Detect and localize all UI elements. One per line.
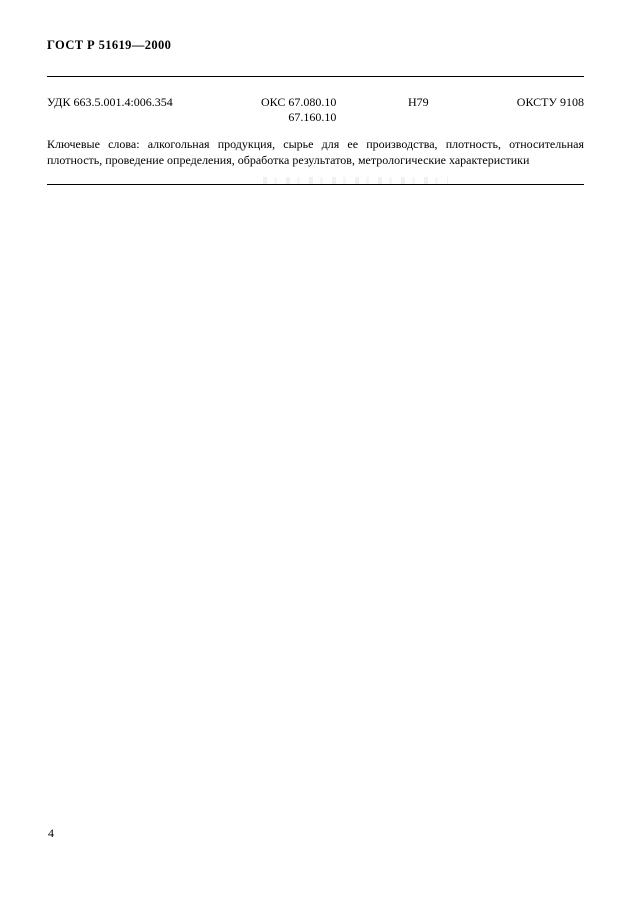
classification-row [47,95,584,125]
okstu-code: ОКСТУ 9108 [516,95,584,109]
oks-label: ОКС [261,95,289,109]
top-divider [47,76,584,77]
page-title: ГОСТ Р 51619—2000 [47,38,172,52]
keywords-paragraph: Ключевые слова: алкогольная продукция, сырье для ее производства, плотность, относительная плотность, проведение определения, обработка результатов, метрологические характеристики [47,137,584,167]
udk-code: УДК 663.5.001.4:006.354 [47,95,173,109]
oks-code-block [261,95,336,125]
faded-print-artifact [263,177,448,184]
oks-code-1: 67.080.10 [288,95,337,109]
oks-code-2: 67.160.10 [288,110,337,124]
page-number: 4 [48,826,54,840]
oks-numbers [288,95,336,125]
group-code: Н79 [408,95,429,109]
bottom-divider [47,184,584,185]
